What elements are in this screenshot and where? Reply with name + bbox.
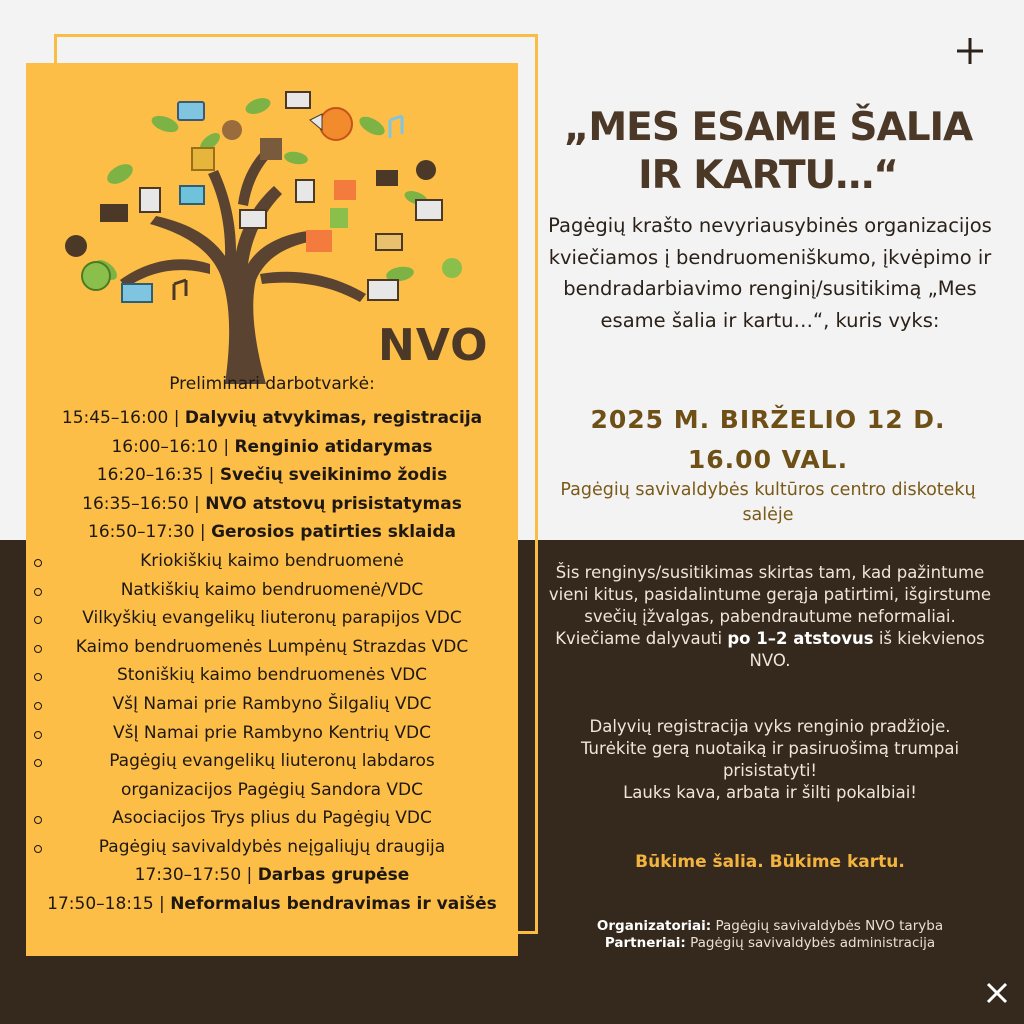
- bullet-icon: [34, 816, 42, 824]
- nvo-logo-text: NVO: [378, 320, 489, 371]
- event-date: [548, 400, 988, 480]
- registration-info: [540, 716, 1000, 804]
- event-date-day: 2025 M. BIRŽELIO 12 D.: [590, 405, 946, 434]
- agenda-item: 17:50–18:15 | Neformalus bendravimas ir vaišės: [47, 893, 497, 914]
- org-list-item: Vilkyškių evangelikų liuteronų parapijos VDC: [26, 604, 518, 633]
- org-list-item: VšĮ Namai prie Rambyno Šilgalių VDC: [26, 690, 518, 719]
- agenda-item: 16:35–16:50 | NVO atstovų prisistatymas: [82, 493, 462, 514]
- agenda-item: 15:45–16:00 | Dalyvių atvykimas, registracija: [61, 408, 483, 428]
- organizers-line: Organizatoriai: Pagėgių savivaldybės NVO taryba: [596, 918, 944, 934]
- org-list-item: Natkiškių kaimo bendruomenė/VDC: [26, 576, 518, 605]
- bullet-icon: [34, 731, 42, 739]
- org-list-item: Asociacijos Trys plius du Pagėgių VDC: [26, 804, 518, 833]
- agenda-item: 17:30–17:50 | Darbas grupėse: [134, 865, 410, 886]
- tree-branch-right: [260, 272, 366, 302]
- credits: [540, 918, 1000, 952]
- bullet-icon: [34, 588, 42, 596]
- headline-line: „MES ESAME ŠALIA: [563, 105, 973, 150]
- agenda: [26, 374, 518, 919]
- partners-line: Partneriai: Pagėgių savivaldybės administracija: [604, 935, 936, 951]
- event-venue: Pagėgių savivaldybės kultūros centro diskotekų salėje: [560, 480, 976, 525]
- org-list-item: Kaimo bendruomenės Lumpėnų Strazdas VDC: [26, 633, 518, 662]
- close-icon[interactable]: [984, 980, 1010, 1006]
- bullet-icon: [34, 673, 42, 681]
- bullet-icon: [34, 845, 42, 853]
- org-list-item: VšĮ Namai prie Rambyno Kentrių VDC: [26, 719, 518, 748]
- agenda-item: 16:00–16:10 | Renginio atidarymas: [111, 436, 433, 457]
- agenda-item: 16:20–16:35 | Svečių sveikinimo žodis: [96, 465, 448, 486]
- plus-icon[interactable]: [955, 36, 985, 66]
- org-list-item: Stoniškių kaimo bendruomenės VDC: [26, 661, 518, 690]
- org-list-item: Pagėgių evangelikų liuteronų labdaros organizacijos Pagėgių Sandora VDC: [26, 747, 518, 804]
- slogan: Būkime šalia. Būkime kartu.: [635, 852, 905, 872]
- bullet-icon: [34, 559, 42, 567]
- agenda-title: Preliminari darbotvarkė:: [169, 374, 375, 394]
- bullet-icon: [34, 616, 42, 624]
- org-list-item: Kriokiškių kaimo bendruomenė: [26, 547, 518, 576]
- headline: [548, 104, 988, 200]
- bullet-icon: [34, 702, 42, 710]
- agenda-item: 16:50–17:30 | Gerosios patirties sklaida: [88, 522, 456, 543]
- reg-line: Lauks kava, arbata ir šilti pokalbiai!: [623, 783, 917, 802]
- reg-line: Turėkite gerą nuotaiką ir pasiruošimą trumpai prisistatyti!: [580, 739, 960, 780]
- org-list-item: Pagėgių savivaldybės neįgaliųjų draugija: [26, 833, 518, 862]
- event-description: Šis renginys/susitikimas skirtas tam, kad pažintume vieni kitus, pasidalintume gerąja patirtimi, išgirstume svečių įžvalgas, pabendrautume neformaliai. Kviečiame dalyvauti po 1–2 atstovus iš kiekvienos NVO.: [548, 563, 992, 670]
- intro-text: Pagėgių krašto nevyriausybinės organizacijos kviečiamos į bendruomeniškumo, įkvėpimo ir bendradarbiavimo renginį/susitikimą „Mes esame šalia ir kartu…“, kuris vyks:: [548, 214, 992, 332]
- reg-line: Dalyvių registracija vyks renginio pradžioje.: [589, 717, 951, 736]
- headline-line: IR KARTU…“: [638, 153, 898, 198]
- event-date-time: 16.00 VAL.: [687, 445, 849, 474]
- bullet-icon: [34, 645, 42, 653]
